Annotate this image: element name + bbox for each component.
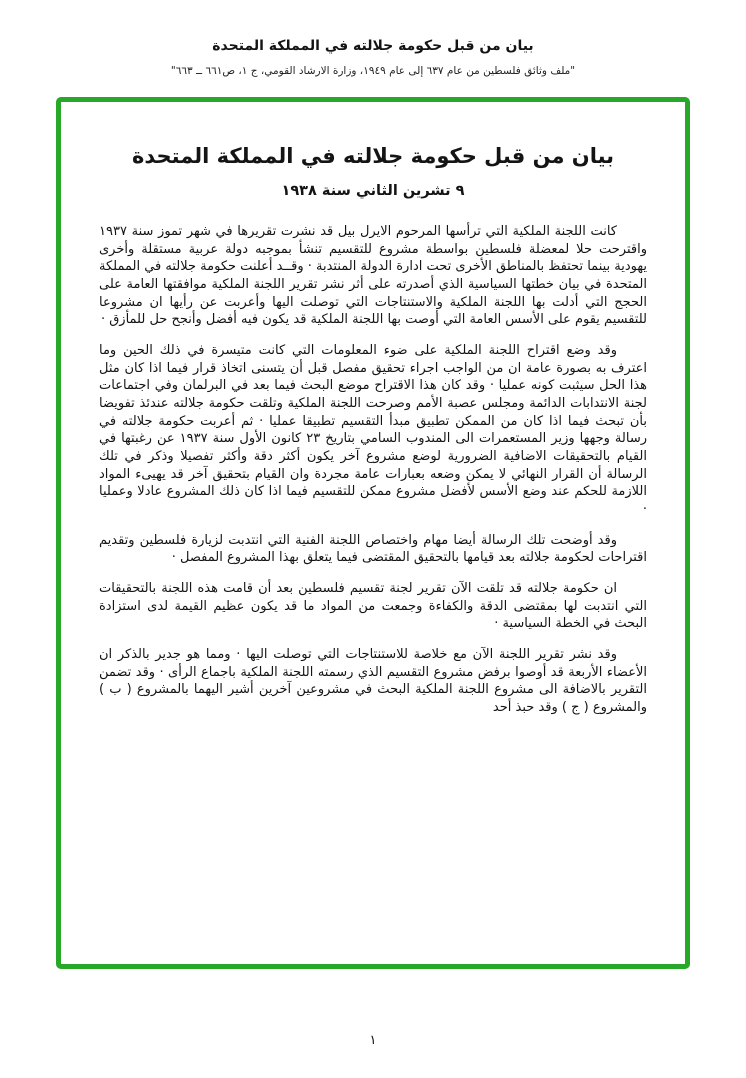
document-body xyxy=(99,223,647,717)
paragraph: وقد أوضحت تلك الرسالة أيضا مهام واختصاص اللجنة الفنية التي انتدبت لزيارة فلسطين وتقديم اقتراحات لحكومة جلالته بعد قيامها بالتحقيق المقتضى فيما يتعلق بهذا المشروع المفصل · xyxy=(99,532,647,566)
source-citation: "ملف وثائق فلسطين من عام ٦٣٧ إلى عام ١٩٤٩، وزارة الارشاد القومي، ج ١، ص٦٦١ ــ ٦٦٣" xyxy=(170,65,576,77)
page-number: ١ xyxy=(369,1033,377,1048)
paragraph: وقد نشر تقرير اللجنة الآن مع خلاصة للاستنتاجات التي توصلت اليها · ومما هو جدير بالذكر ان الأعضاء الأربعة قد أوصوا برفض مشروع التقسيم الذي رسمته اللجنة الملكية باجماع الرأى · وقد تضمن التقرير بالاضافة الى مشروع اللجنة الملكية البحث في مشروعين آخرين أشير اليهما بالمشروع ( ب ) والمشروع ( ج ) وقد حبذ أحد xyxy=(99,647,647,716)
page-header-title: بيان من قبل حكومة جلالته في المملكة المتحدة xyxy=(212,38,534,54)
document-frame xyxy=(56,97,690,969)
paragraph: وقد وضع اقتراح اللجنة الملكية على ضوء المعلومات التي كانت متيسرة في ذلك الحين وما اعترف به بصورة عامة ان من الواجب اجراء تحقيق مفصل قبل أن يتسنى اتخاذ قرار فيما اذا كان مثل هذا الحل سيثبت كونه عمليا · وقد كان هذا الاقتراح موضع البحث فيما بعد في البرلمان وفي اجتماعات لجنة الانتدابات الدائمة ومجلس عصبة الأمم وصرحت اللجنة الملكية وتلقت حكومة جلالته عندئذ تفويضا بأن تبحث فيما اذا كان من الممكن تطبيق مبدأ التقسيم تطبيقا عمليا · ثم أعربت حكومة جلالته في رسالة وجهها وزير المستعمرات الى المندوب السامي بتاريخ ٢٣ كانون الأول سنة ١٩٣٧ عن رغبتها في القيام بالتحقيقات الاضافية الضرورية لوضع مشروع آخر يكون أكثر دقة وأكثر تفصيلا وذكر في تلك الرسالة أن القرار النهائي لا يمكن وضعه بعبارات عامة مجردة وان القيام بتحقيق آخر قد يهيىء المواد اللازمة للحكم عند وضع الأسس لأفضل مشروع ممكن للتقسيم فيما اذا كان ذلك المشروع عادلا وعمليا · xyxy=(99,343,647,518)
document-date: ٩ تشرين الثاني سنة ١٩٣٨ xyxy=(281,183,465,199)
paragraph: كانت اللجنة الملكية التي ترأسها المرحوم الايرل بيل قد نشرت تقريرها في شهر تموز سنة ١٩٣٧ واقترحت حلا لمعضلة فلسطين بواسطة مشروع للتقسيم تنشأ بموجبه دولة عربية مستقلة وأخرى يهودية بينما تحتفظ بالمناطق الأخرى تحت ادارة الدولة المنتدبة · وقــد أعلنت حكومة جلالته في المملكة المتحدة في بيان خطتها السياسية الذي أصدرته على أثر نشر تقرير اللجنة الملكية موافقتها العامة على الحجج التي أدلت بها اللجنة الملكية والاستنتاجات التي توصلت اليها وأعربت عن رأيها ان مشروعا للتقسيم يقوم على الأسس العامة التي أوصت بها اللجنة الملكية قد يكون فيه أفضل وأنجح حل للمأزق · xyxy=(99,224,647,328)
paragraph: ان حكومة جلالته قد تلقت الآن تقرير لجنة تقسيم فلسطين بعد أن قامت هذه اللجنة بالتحقيقات التي انتدبت لها بمقتضى الدقة والكفاءة وجمعت من المواد ما قد يكون عظيم القيمة لدى استزادة البحث في الخطة السياسية · xyxy=(99,581,647,632)
document-title: بيان من قبل حكومة جلالته في المملكة المتحدة xyxy=(131,144,615,168)
